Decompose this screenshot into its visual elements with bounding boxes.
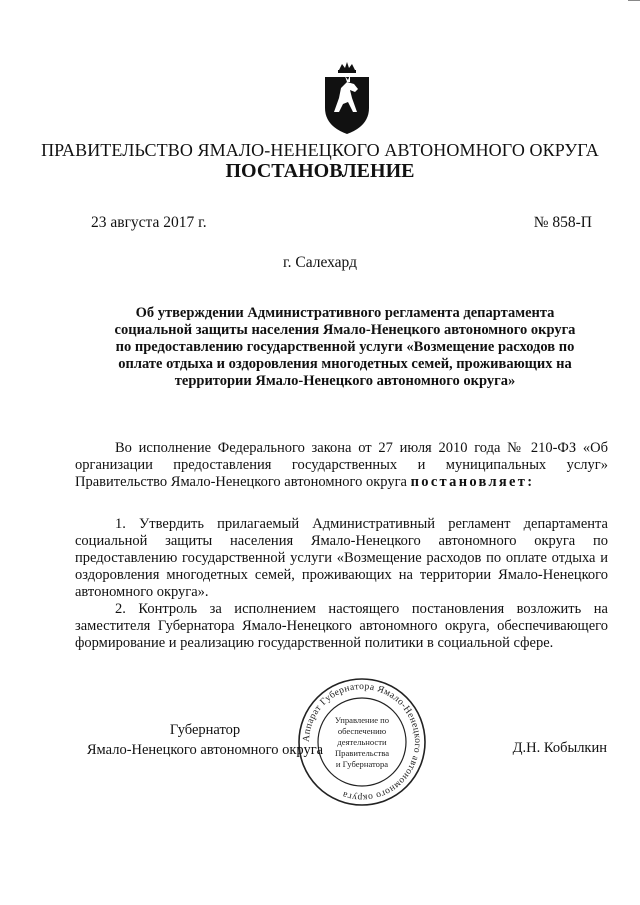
stamp-ring-text: Аппарат Губернатора Ямало-Ненецкого автономного округа [300,680,424,804]
scan-edge-mark [628,0,640,1]
organization-name: ПРАВИТЕЛЬСТВО ЯМАЛО-НЕНЕЦКОГО АВТОНОМНОГО ОКРУГА [41,140,599,160]
coat-of-arms-emblem [317,60,377,136]
document-title: Об утверждении Административного регламента департамента социальной защиты населения Ямало-Ненецкого автономного округа по предоставлению государственной услуги «Возмещение расходов по оплате отдыха и оздоровления многодетных семей, проживающих на территории Ямало-Ненецкого автономного округа» [114,305,576,389]
item-2: 2. Контроль за исполнением настоящего постановления возложить на заместителя Губернатора Ямало-Ненецкого автономного округа, обеспечивающего формирование и реализацию государственной политики в социальной сфере. [75,601,608,651]
stamp-line-2: обеспечению [337,726,387,736]
preamble-paragraph [75,440,608,491]
stamp-line-1: Управление по [334,715,390,725]
decree-word: постановляет: [410,474,535,490]
document-city: г. Салехард [283,254,357,271]
document-date: 23 августа 2017 г. [91,214,207,231]
stamp-line-3: деятельности [337,737,387,747]
signatory-position-line1: Губернатор [169,722,241,738]
document-type: ПОСТАНОВЛЕНИЕ [225,160,415,182]
document-number: № 858-П [533,214,592,231]
item-1: 1. Утвердить прилагаемый Административный регламент департамента социальной защиты населения Ямало-Ненецкого автономного округа по предоставлению государственной услуги «Возмещение расходов по оплате отдыха и оздоровления многодетных семей, проживающих на территории Ямало-Ненецкого автономного округа». [75,516,608,600]
signatory-position [75,720,335,760]
stamp-line-5: и Губернатора [335,759,389,769]
signatory-position-line2: Ямало-Ненецкого автономного округа [86,742,324,758]
signatory-name: Д.Н. Кобылкин [512,740,607,756]
preamble-text: Во исполнение Федерального закона от 27 июля 2010 года № 210-ФЗ «Об организации предоставления государственных и муниципальных услуг» Правительство Ямало-Ненецкого автономного округа [75,440,608,490]
stamp-line-4: Правительства [334,748,390,758]
